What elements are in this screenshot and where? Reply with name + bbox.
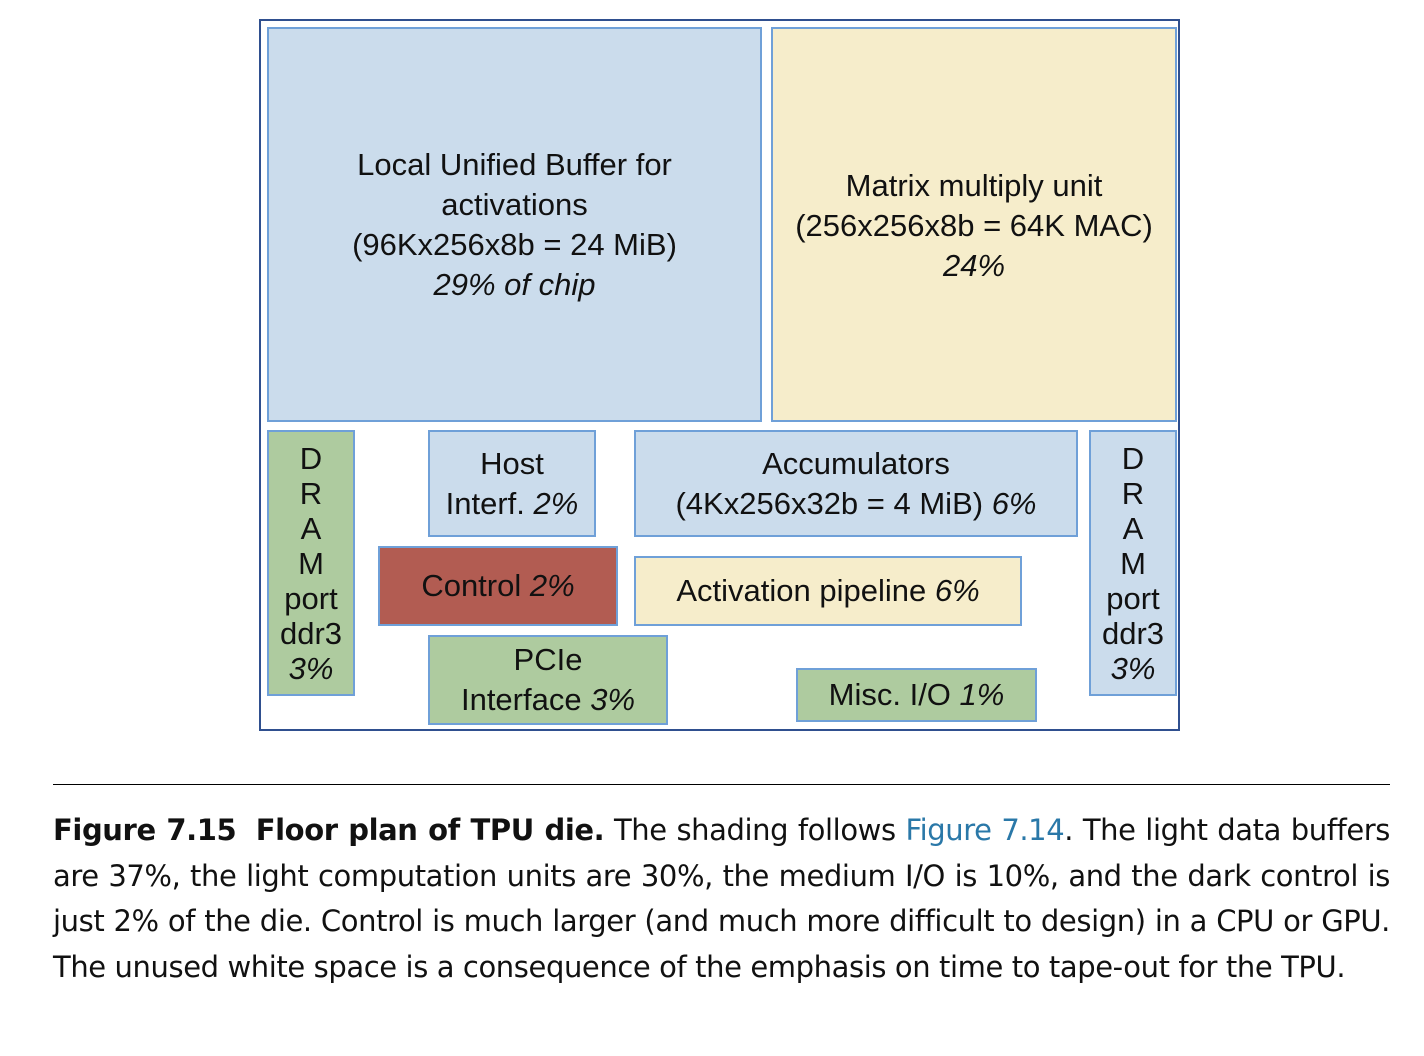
pcie-label: Interface [460,682,582,717]
host-interface-block [428,430,596,537]
dram-port-left-block [267,430,355,696]
activation-pipeline-pct: 6% [934,573,980,608]
matrix-unit-pct: 24% [942,248,1006,283]
control-pct: 2% [529,568,575,603]
accumulators-line1: Accumulators [762,445,950,481]
caption-pre-ref: The shading follows [613,813,896,847]
matrix-unit-size: (256x256x8b = 64K MAC) [795,208,1153,243]
host-interface-line1: Host [480,445,544,481]
activation-pipeline-block [634,556,1022,626]
tpu-die-floorplan [259,19,1180,731]
dram-left-port: port [284,580,338,616]
pcie-interface-block [428,635,668,725]
matrix-unit-block [771,27,1177,422]
pcie-line1: PCIe [513,642,583,677]
matrix-unit-line1: Matrix multiply unit [845,168,1103,203]
pcie-line2 [461,680,635,720]
caption-divider [53,784,1390,785]
figure-caption [53,808,1390,990]
pcie-pct: 3% [590,682,636,717]
unified-buffer-line2: activations [441,186,588,222]
caption-figure-link[interactable]: Figure 7.14 [905,813,1065,847]
accumulators-line2 [675,484,1036,524]
dram-right-type: ddr3 [1101,615,1165,651]
activation-pipeline-label: Activation pipeline [676,573,927,608]
accumulators-block [634,430,1078,537]
activation-pipeline-line [676,571,979,611]
dram-left-letter: A [300,510,322,546]
dram-right-letter: M [1120,545,1146,581]
unified-buffer-block [267,27,762,422]
misc-io-line [829,675,1005,715]
dram-right-letter: A [1122,510,1144,546]
dram-port-right-block [1089,430,1177,696]
host-interface-line2 [446,484,579,524]
dram-left-pct: 3% [288,650,334,686]
dram-left-letter: R [299,475,323,511]
unified-buffer-pct: 29% of chip [433,266,596,302]
control-block [378,546,618,626]
dram-left-letter: D [299,440,323,476]
misc-io-block [796,668,1037,722]
caption-body: . The light data buffers are 37%, the light computation units are 30%, the medium I/O is 10%, and the dark control is just 2% of the die. Control is much larger (and much more difficult to design) in a CPU or GPU. The unused white space is a consequence of the emphasis on time to tape-out for the TPU. [53,813,1391,984]
accumulators-size: (4Kx256x32b = 4 MiB) [675,485,984,521]
host-interface-label: Interf. [445,485,525,521]
dram-left-type: ddr3 [279,615,343,651]
misc-io-label: Misc. I/O [828,677,951,712]
control-line [421,566,574,606]
unified-buffer-size: (96Kx256x8b = 24 MiB) [352,226,677,262]
misc-io-pct: 1% [959,677,1005,712]
dram-right-letter: D [1121,440,1145,476]
dram-left-letter: M [298,545,324,581]
control-label: Control [421,568,522,603]
dram-right-port: port [1106,580,1160,616]
caption-title: Floor plan of TPU die. [255,813,605,847]
unified-buffer-line1: Local Unified Buffer for [357,146,672,182]
dram-right-pct: 3% [1110,650,1156,686]
caption-figure-number: Figure 7.15 [53,813,237,847]
dram-right-letter: R [1121,475,1145,511]
accumulators-pct: 6% [991,485,1037,521]
host-interface-pct: 2% [533,485,579,521]
